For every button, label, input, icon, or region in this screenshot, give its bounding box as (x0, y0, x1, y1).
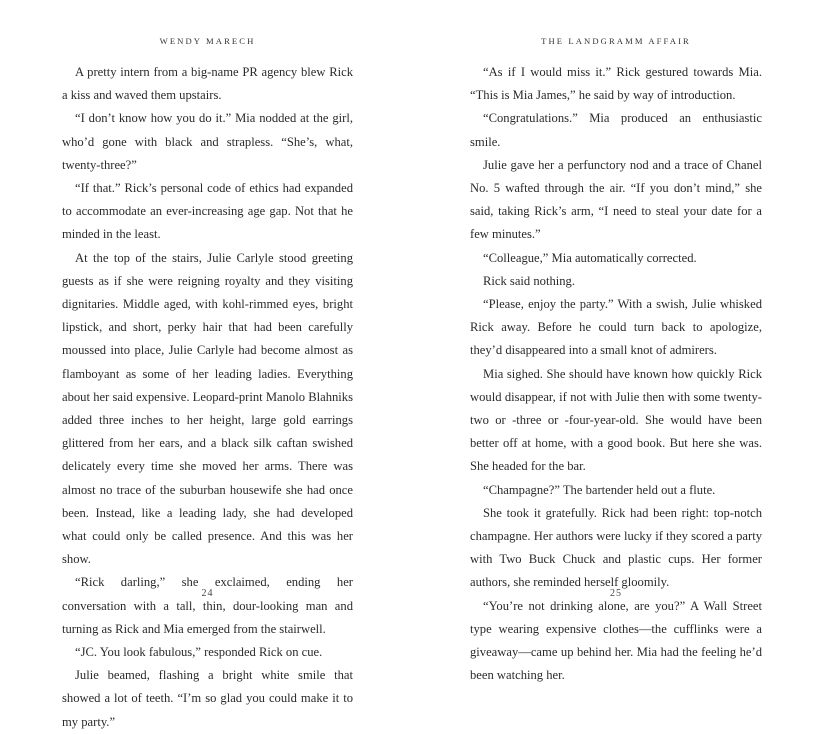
left-page (62, 0, 353, 729)
paragraph: “I don’t know how you do it.” Mia nodded at the girl, who’d gone with black and strapless. “She’s, what, twenty-three?” (62, 111, 353, 172)
paragraph: “Colleague,” Mia automatically corrected. (483, 250, 697, 265)
paragraph: She took it gratefully. Rick had been right: top-notch champagne. Her authors were lucky if they scored a party with Two Buck Chuck and plastic cups. Her former authors, she reminded herself gloomily. (470, 505, 762, 590)
paragraph: “As if I would miss it.” Rick gestured towards Mia. “This is Mia James,” he said by way of introduction. (470, 65, 762, 103)
left-text-block (62, 61, 353, 734)
running-head-title: THE LANDGRAMM AFFAIR (541, 36, 691, 46)
page-number: 24 (201, 588, 214, 599)
paragraph: Julie beamed, flashing a bright white smile that showed a lot of teeth. “I’m so glad you could make it to my party.” (62, 668, 353, 729)
paragraph: Mia sighed. She should have known how quickly Rick would disappear, if not with Julie then with some twenty-two or -three or -four-year-old. She would have been better off at home, with a good book. But here she was. She headed for the bar. (470, 366, 762, 474)
paragraph: “Congratulations.” Mia produced an enthusiastic smile. (470, 111, 762, 149)
paragraph: “If that.” Rick’s personal code of ethics had expanded to accommodate an ever-increasing age gap. Not that he minded in the least. (62, 181, 353, 242)
running-head-author: WENDY MARECH (159, 36, 256, 46)
paragraph: At the top of the stairs, Julie Carlyle stood greeting guests as if she were reigning royalty and they visiting dignitaries. Middle aged, with kohl-rimmed eyes, bright lipstick, and short, perky hair that had been carefully moussed into place, Julie Carlyle had become almost as flamboyant as some of her leading ladies. Everything about her said expensive. Leopard-print Manolo Blahniks added three inches to her height, large gold earrings glittered from her ears, and a black silk caftan swished delicately every time she moved her arms. There was almost no trace of the suburban housewife she had once been. Instead, like a leading lady, she had developed what could only be called presence. And this was her show. (62, 250, 353, 567)
paragraph: “JC. You look fabulous,” responded Rick on cue. (75, 645, 323, 660)
paragraph: “Champagne?” The bartender held out a flute. (483, 482, 716, 497)
right-page (470, 0, 762, 683)
page-number: 25 (610, 588, 622, 599)
paragraph: “Rick darling,” she exclaimed, ending her conversation with a tall, thin, dour-looking man and turning as Rick and Mia emerged from the stairwell. (62, 575, 353, 636)
paragraph: Rick said nothing. (483, 273, 575, 288)
paragraph: “You’re not drinking alone, are you?” A Wall Street type wearing expensive clothes—the cufflinks were a giveaway—came up behind her. Mia had the feeling he’d been watching her. (470, 598, 762, 683)
paragraph: A pretty intern from a big-name PR agency blew Rick a kiss and waved them upstairs. (62, 65, 353, 103)
paragraph: “Please, enjoy the party.” With a swish, Julie whisked Rick away. Before he could turn back to apologize, they’d disappeared into a small knot of admirers. (470, 297, 762, 358)
paragraph: Julie gave her a perfunctory nod and a trace of Chanel No. 5 wafted through the air. “If you don’t mind,” she said, taking Rick’s arm, “I need to steal your date for a few minutes.” (470, 157, 762, 242)
